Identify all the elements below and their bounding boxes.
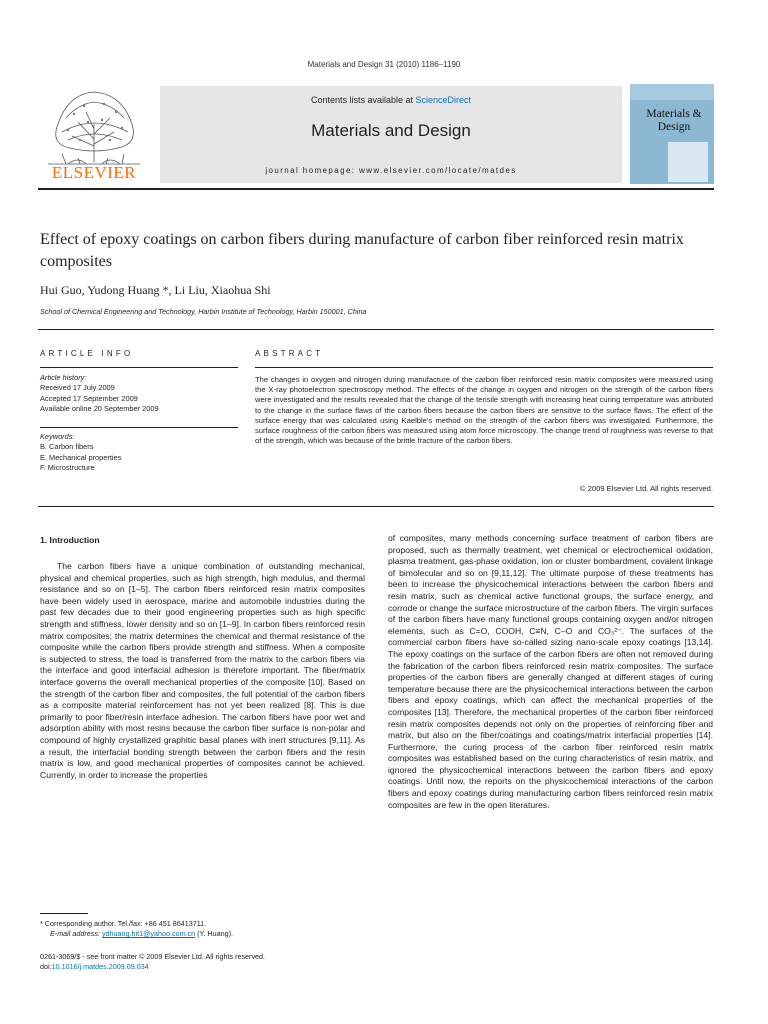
keywords [40, 432, 240, 474]
keyword-item: E. Mechanical properties [40, 452, 122, 462]
doi-link[interactable]: 10.1016/j.matdes.2009.09.034 [51, 962, 149, 972]
body-column-left [40, 561, 365, 781]
front-matter [40, 952, 440, 972]
abstract-end-rule [38, 506, 714, 507]
cover-band [630, 84, 714, 100]
history-label: Article history: [40, 373, 87, 382]
abstract-text: The changes in oxygen and nitrogen during manufacture of the carbon fiber reinforced resin matrix composites were measured using the X-ray photoelectron spectroscopy method. The effects of the change in oxygen and nitrogen on the strength of the carbon fibers were investigated and the results revealed that the change of the tensile strength with increasing heat curing temperature was attributed to the change in the surface flaws of the carbon fibers because the carbon fibers are sensitive to the surface flaws. The effect of the surface energy that was calculated using Kaelble's method on the strength of the carbon fibers was investigated. Furthermore, the surface roughness of the carbon fibers was measured using atom force microscopy. The change trend of roughness was reverse to that of the strength, which was because of the brittle fracture of the carbon fibers. [255, 375, 713, 446]
elsevier-wordmark: ELSEVIER [51, 163, 137, 182]
contents-prefix: Contents lists available at [310, 95, 416, 105]
doi-line [40, 962, 440, 972]
keywords-rule [40, 427, 238, 428]
section-heading: 1. Introduction [40, 535, 100, 545]
history-accepted: Accepted 17 September 2009 [40, 393, 138, 403]
title-rule [38, 329, 714, 330]
email-link[interactable]: ydhuang.hit1@yahoo.com.cn [101, 929, 196, 938]
affiliation: School of Chemical Engineering and Technology, Harbin Institute of Technology, Harbin 150001, China [40, 307, 367, 316]
keyword-item: F. Microstructure [40, 463, 95, 473]
footnote [40, 919, 340, 939]
sciencedirect-link[interactable]: ScienceDirect [415, 95, 472, 105]
journal-cover-image [630, 84, 714, 184]
footnote-rule [40, 913, 88, 914]
doi-label: doi: [40, 962, 52, 972]
journal-homepage[interactable]: journal homepage: www.elsevier.com/locate/matdes [265, 166, 517, 175]
issn-line: 0261-3069/$ - see front matter © 2009 Elsevier Ltd. All rights reserved. [40, 952, 266, 961]
author-list: Hui Guo, Yudong Huang *, Li Liu, Xiaohua Shi [40, 283, 271, 297]
contents-line [160, 95, 622, 105]
article-info-heading: ARTICLE INFO [40, 349, 134, 358]
body-paragraph: The carbon fibers have a unique combination of outstanding mechanical, physical and chemical properties, such as high strength, high modulus, and thermal resistance and so on [1–5]. The carbon fibers reinforced resin matrix composites have been widely used in aerospace, marine and automobile industries during the past few decades due to their good engineering properties such as high specific strength and stiffness, lower density and so on [1–9]. In carbon fibers reinforced resin matrix composites; the matrix determines the chemical and thermal resistance of the composite while the carbon fibers provide strength and stiffness. When a composite is subjected to stress, the load is transferred from the matrix to the carbon fibers via the interface and good interfacial adhesion is therefore important. The fiber/matrix interface governs the overall mechanical properties of the composite [10]. Based on the strength of the carbon fiber and composites, the full potential of the carbon fibers as a composite material reinforcement has not yet been realized [8]. This is due primarily to poor fiber/resin interface adhesion. The carbon fibers have poor wet and adsorption ability with most resins because the carbon fiber surface is non-polar and compound of highly crystallized graphitic basal planes with inert structures [9,11]. As a result, the interfacial bonding strength between the carbon fibers and the resin matrix is low, and good mechanical properties of composites cannot be achieved. Currently, in order to increase the properties [40, 561, 365, 780]
body-column-right [388, 533, 713, 811]
journal-name: Materials and Design [311, 121, 471, 140]
cover-title: Materials & Design [646, 108, 702, 133]
history-received: Received 17 July 2009 [40, 383, 115, 393]
history-online: Available online 20 September 2009 [40, 404, 159, 414]
email-line [40, 929, 340, 939]
article-title: Effect of epoxy coatings on carbon fibers during manufacture of carbon fiber reinforced resin matrix composites [40, 231, 684, 270]
abstract-copyright: © 2009 Elsevier Ltd. All rights reserved. [579, 484, 713, 493]
abstract-heading: ABSTRACT [255, 349, 324, 358]
article-info-rule [40, 367, 238, 368]
article-history [40, 373, 240, 415]
header-rule [38, 188, 714, 190]
email-suffix: (Y. Huang). [195, 929, 233, 938]
email-label: E-mail address: [50, 929, 102, 938]
abstract-rule [255, 367, 713, 368]
journal-citation: Materials and Design 31 (2010) 1186–1190 [307, 60, 461, 69]
keywords-label: Keywords: [40, 432, 75, 441]
keyword-item: B. Carbon fibers [40, 442, 94, 452]
cover-graphic [668, 142, 708, 182]
body-paragraph: of composites, many methods concerning surface treatment of carbon fibers are proposed, such as thermally treatment, wet chemical or electrochemical oxidation, plasma treatment, gas-phase oxidation, ion or cluster bombardment, covalent linkage of bimolecular and so on [9,11,12]. The ultimate purpose of these treatments has been to increase the physicochemical interactions between the carbon fibers and resin matrix, such as chemical active functional groups, the surface energy, and corrode or change the surface microstructure of the carbon fibers. The virgin surfaces of the carbon fibers have many functional groups containing oxygen and/or nitrogen elements, such as C=O, COOH, C≡N, C–O and CO₃²⁻. The surfaces of the commercial carbon fibers have so-called sizing nano-scale epoxy coatings [13,14]. The epoxy coatings on the surface of the carbon fibers are often not removed during the fabrication of the carbon fibers reinforced resin matrix composites. The surface properties of the carbon fibers are generally changed at different stages of curing temperature because there are the physicochemical interactions between the carbon fibers and epoxy coatings, which can affect the mechanical properties of the composites [13]. Therefore, the mechanical properties of the carbon fiber reinforced resin matrix composites depends not only on the properties of reinforcing fiber and matrix, but also on the fiber/coatings and coatings/matrix interfacial properties [14]. Furthermore, the curing process of the carbon fiber reinforced resin matrix composites was established based on the curing characteristics of resin matrix, and ignored the physicochemical interactions between the carbon fibers and epoxy coatings. Until now, the reports on the physicochemical interactions of the carbon fibers and epoxy coatings during manufacturing carbon fibers reinforced resin matrix composites are few in the open literatures. [388, 533, 713, 810]
corresponding-author: * Corresponding author. Tel./fax: +86 451 86413711. [40, 919, 207, 928]
